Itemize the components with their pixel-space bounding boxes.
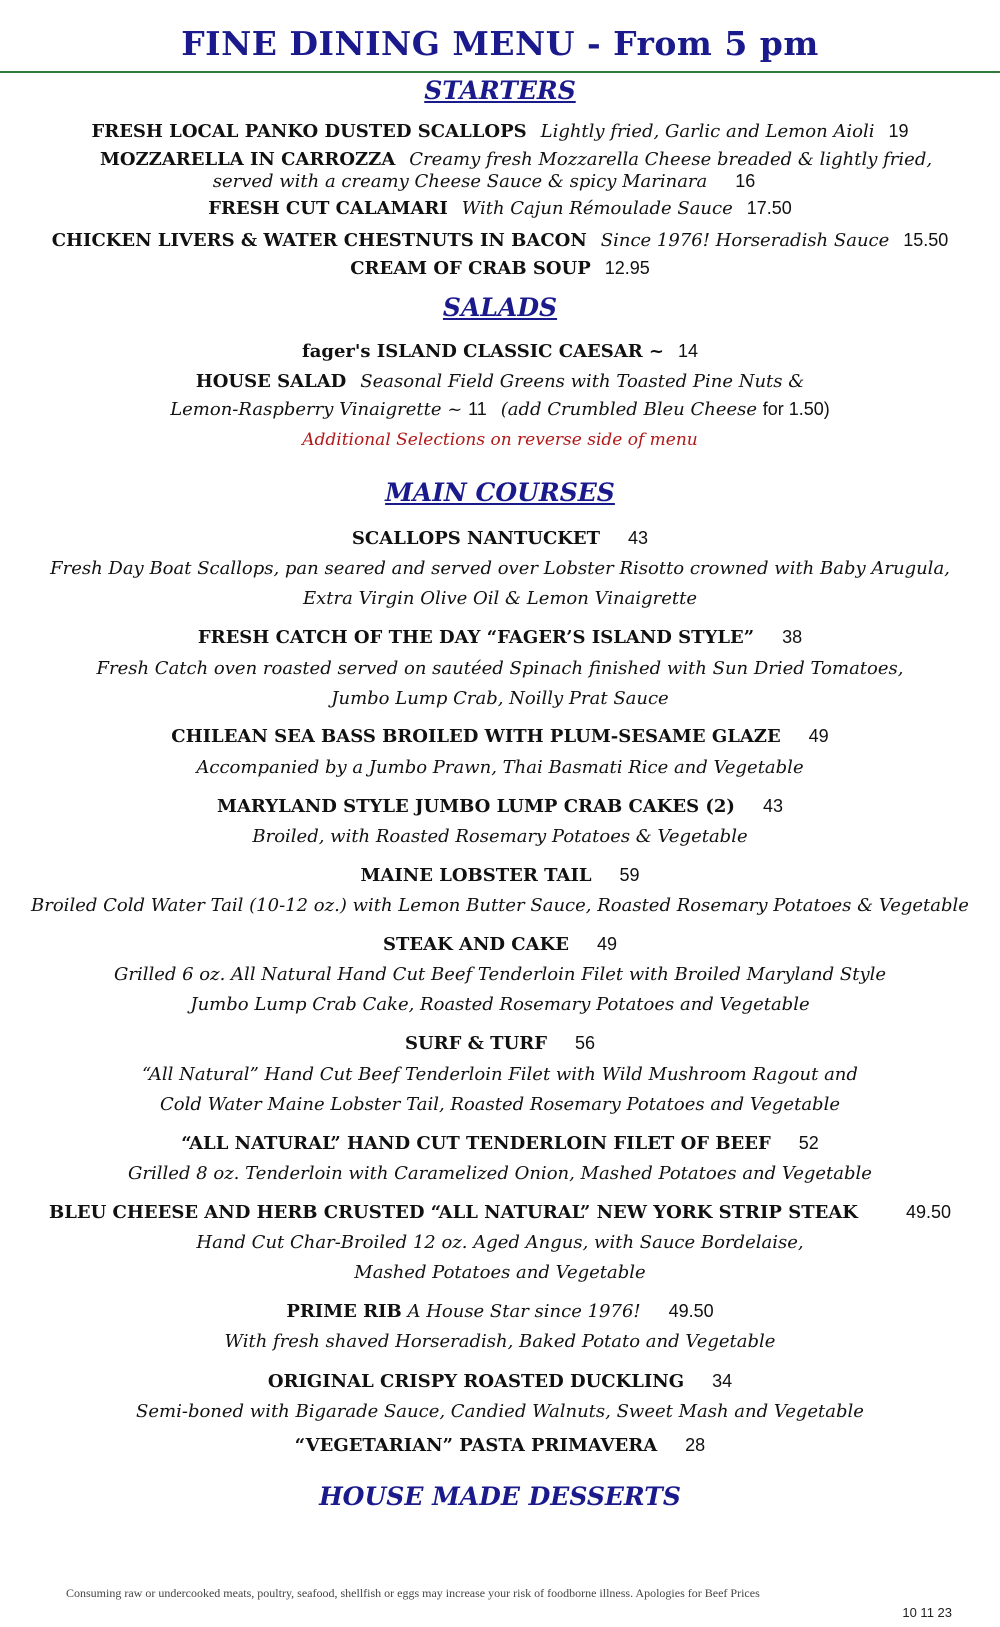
title-divider (0, 71, 1000, 73)
item-price: 16 (735, 171, 756, 191)
item-price: 15.50 (903, 230, 949, 250)
item-name: ORIGINAL CRISPY ROASTED DUCKLING (267, 1371, 685, 1392)
item-description: Broiled Cold Water Tail (10-12 oz.) with Lemon Butter Sauce, Roasted Rosemary Potatoes & Vegetable (31, 895, 969, 916)
item-price: 49.50 (905, 1202, 951, 1222)
item-desc: Lightly fried, Garlic and Lemon Aioli (540, 121, 875, 142)
item-description: “All Natural” Hand Cut Beef Tenderloin Filet with Wild Mushroom Ragout and (142, 1064, 858, 1085)
item-price: 19 (888, 121, 909, 141)
item-price: 49 (596, 934, 617, 954)
menu-date-code: 10 11 23 (902, 1605, 952, 1620)
main-course-item (0, 863, 1000, 888)
item-price: 38 (782, 627, 803, 647)
starters-heading: STARTERS (424, 76, 576, 105)
main-courses-heading: MAIN COURSES (385, 478, 615, 507)
main-course-item (0, 625, 1000, 650)
item-name: CREAM OF CRAB SOUP (350, 258, 591, 279)
item-price: 49.50 (668, 1301, 714, 1321)
item-name: MAINE LOBSTER TAIL (360, 865, 592, 886)
main-course-item (0, 1131, 1000, 1156)
addon-price: for 1.50) (762, 399, 830, 419)
item-desc: Since 1976! Horseradish Sauce (600, 230, 890, 251)
starter-item (0, 119, 1000, 144)
salad-item (0, 339, 1000, 364)
item-description: Fresh Catch oven roasted served on sautéed Spinach finished with Sun Dried Tomatoes, (96, 658, 904, 679)
item-description: Jumbo Lump Crab, Noilly Prat Sauce (331, 688, 669, 709)
item-price: 34 (712, 1371, 733, 1391)
item-price: 49 (808, 726, 829, 746)
main-course-item (0, 724, 1000, 749)
main-course-item (0, 1369, 1000, 1394)
item-name: FRESH CATCH OF THE DAY “FAGER’S ISLAND STYLE” (197, 627, 755, 648)
item-desc: Seasonal Field Greens with Toasted Pine Nuts & (360, 371, 805, 392)
item-description: Mashed Potatoes and Vegetable (354, 1262, 646, 1283)
main-course-item (0, 794, 1000, 819)
item-description: With fresh shaved Horseradish, Baked Potato and Vegetable (224, 1331, 776, 1352)
item-name: SCALLOPS NANTUCKET (351, 528, 601, 549)
starter-item-cont (0, 169, 984, 194)
main-course-item (0, 1031, 1000, 1056)
item-tagline: A House Star since 1976! (407, 1301, 641, 1322)
salad-item-cont (0, 397, 1000, 422)
item-price: 14 (678, 341, 699, 361)
salad-item (0, 370, 1000, 394)
item-price: 43 (628, 528, 649, 548)
salads-heading: SALADS (442, 293, 558, 322)
item-price: 28 (685, 1435, 706, 1455)
main-course-item (0, 1200, 1000, 1225)
item-price: 56 (575, 1033, 596, 1053)
item-name: CHICKEN LIVERS & WATER CHESTNUTS IN BACON (51, 230, 587, 251)
item-name: STEAK AND CAKE (383, 934, 569, 955)
item-price: 17.50 (746, 198, 792, 218)
item-desc: With Cajun Rémoulade Sauce (461, 198, 733, 219)
item-name: FRESH LOCAL PANKO DUSTED SCALLOPS (91, 121, 527, 142)
item-description: Extra Virgin Olive Oil & Lemon Vinaigrette (302, 588, 697, 609)
desserts-heading: HOUSE MADE DESSERTS (319, 1482, 681, 1511)
item-price: 52 (798, 1133, 819, 1153)
item-description: Grilled 8 oz. Tenderloin with Caramelized Onion, Mashed Potatoes and Vegetable (128, 1163, 872, 1184)
health-disclaimer: Consuming raw or undercooked meats, poultry, seafood, shellfish or eggs may increase your risk of foodborne illness. Apologies for Beef Prices (66, 1586, 760, 1600)
addon-note: (add Crumbled Bleu Cheese (500, 399, 758, 420)
item-description: Semi-boned with Bigarade Sauce, Candied Walnuts, Sweet Mash and Vegetable (136, 1401, 864, 1422)
item-description: Fresh Day Boat Scallops, pan seared and served over Lobster Risotto crowned with Baby Arugula, (50, 558, 950, 579)
item-price: 12.95 (604, 258, 650, 278)
starter-item (0, 196, 1000, 221)
item-name: “ALL NATURAL” HAND CUT TENDERLOIN FILET OF BEEF (181, 1133, 771, 1154)
item-name: FRESH CUT CALAMARI (208, 198, 448, 219)
main-course-item (0, 526, 1000, 551)
main-course-item (0, 1299, 1000, 1324)
item-price: 43 (762, 796, 783, 816)
item-name: HOUSE SALAD (195, 371, 347, 392)
item-name: “VEGETARIAN” PASTA PRIMAVERA (294, 1435, 658, 1456)
item-price: 11 (468, 399, 487, 419)
item-desc: Lemon-Raspberry Vinaigrette ~ (170, 399, 463, 420)
item-description: Accompanied by a Jumbo Prawn, Thai Basmati Rice and Vegetable (196, 757, 804, 778)
main-course-item (0, 1433, 1000, 1458)
item-description: Hand Cut Char-Broiled 12 oz. Aged Angus, with Sauce Bordelaise, (196, 1232, 804, 1253)
item-name: CHILEAN SEA BASS BROILED WITH PLUM-SESAME GLAZE (171, 726, 781, 747)
item-description: Jumbo Lump Crab Cake, Roasted Rosemary Potatoes and Vegetable (190, 994, 810, 1015)
item-name: BLEU CHEESE AND HERB CRUSTED “ALL NATURAL” NEW YORK STRIP STEAK (49, 1202, 858, 1223)
item-description: Cold Water Maine Lobster Tail, Roasted Rosemary Potatoes and Vegetable (159, 1094, 840, 1115)
item-name: PRIME RIB (286, 1301, 402, 1322)
item-description: Broiled, with Roasted Rosemary Potatoes & Vegetable (252, 826, 748, 847)
item-name: MARYLAND STYLE JUMBO LUMP CRAB CAKES (2) (217, 796, 735, 817)
item-description: Grilled 6 oz. All Natural Hand Cut Beef Tenderloin Filet with Broiled Maryland Style (113, 964, 887, 985)
item-desc: Creamy fresh Mozzarella Cheese breaded & lightly fried, (409, 149, 933, 170)
main-course-item (0, 932, 1000, 957)
page-title: FINE DINING MENU - From 5 pm (181, 24, 819, 63)
reverse-side-note: Additional Selections on reverse side of menu (302, 430, 698, 450)
item-desc: served with a creamy Cheese Sauce & spicy Marinara (212, 171, 708, 192)
item-price: 59 (619, 865, 640, 885)
item-name: SURF & TURF (404, 1033, 548, 1054)
starter-item (0, 228, 1000, 253)
item-name: MOZZARELLA IN CARROZZA (99, 149, 396, 170)
starter-item (0, 256, 1000, 281)
item-name: fager's ISLAND CLASSIC CAESAR ~ (301, 341, 665, 362)
